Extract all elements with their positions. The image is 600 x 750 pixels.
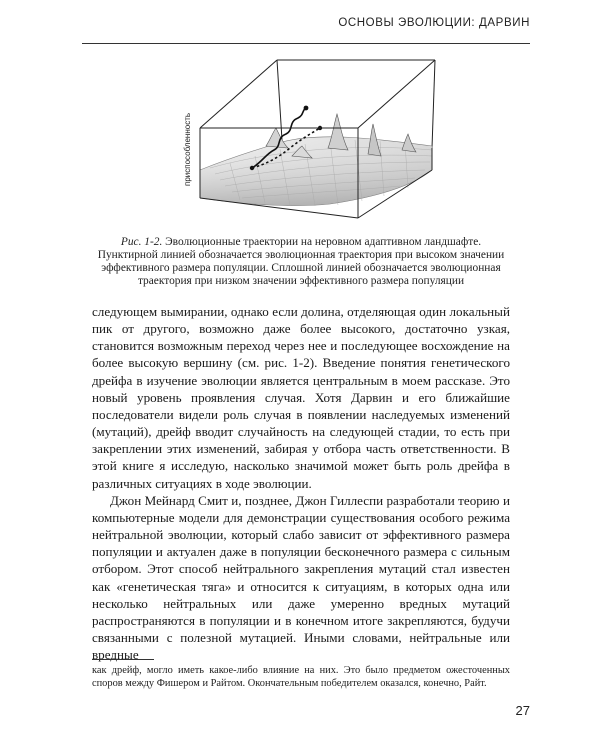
fitness-landscape-figure [170, 58, 460, 230]
box-back-edges [277, 60, 435, 148]
fitness-landscape-drawing [170, 58, 460, 230]
body-paragraph-1: следующем вымирании, однако если долина, отделяющая один локальный пик от другого, возможно даже более высокого, достаточно узкая, становится возможным переход через нее и последующее восхождение на более высокую вершину (см. рис. 1-2). Введение понятия генетического дрейфа в изучение эволюции является центральным в моем рассказе. Это новый уровень проявления случая. Хотя Дарвин и его ближайшие последователи видели роль случая в появлении наследуемых изменений (мутаций), дрейф вводит случайность на следующей стадии, то есть при закреплении этих изменений, забирая у отбора часть ответственности. В этой книге я исследую, насколько значимой может быть роль дрейфа в различных ситуациях в ходе эволюции. [92, 304, 510, 491]
page-number: 27 [515, 703, 530, 718]
body-paragraph-2: Джон Мейнард Смит и, позднее, Джон Гиллеспи разработали теорию и компьютерные модели для демонстрации существования особого режима нейтральной эволюции, который слабо зависит от эффективного размера популяции и актуален даже в популяции бесконечного размера с сильным отбором. Этот способ нейтрального закрепления мутаций стал известен как «генетическая тяга» и относится к ситуациям, в которых одна или несколько нейтральных или даже умеренно вредных мутаций распространяются в популяции и в конечном итоге закрепляются, будучи связанными с полезной мутацией. Иными словами, нейтральные или вредные [92, 492, 510, 663]
running-header [0, 0, 600, 46]
fitness-axis-label: приспособленность [183, 112, 192, 186]
footnote: как дрейф, могло иметь какое-либо влияние на них. Это было предметом ожесточенных споров между Фишером и Райтом. Окончательным победителем оказался, конечно, Райт. [92, 665, 510, 690]
running-header-title: ОСНОВЫ ЭВОЛЮЦИИ: ДАРВИН [338, 17, 530, 29]
body-text [92, 303, 510, 663]
figure-caption [92, 236, 510, 288]
footnote-rule [92, 659, 154, 660]
figure-caption-label: Рис. 1-2. [120, 236, 163, 248]
header-rule [82, 43, 530, 44]
figure-caption-text: Эволюционные траектории на неровном адаптивном ландшафте. Пунктирной линией обозначается эволюционная траектория при высоком значении эффективного размера популяции. Сплошной линией обозначается эволюционная траектория при низком значении эффективного размера популяции [97, 236, 505, 287]
